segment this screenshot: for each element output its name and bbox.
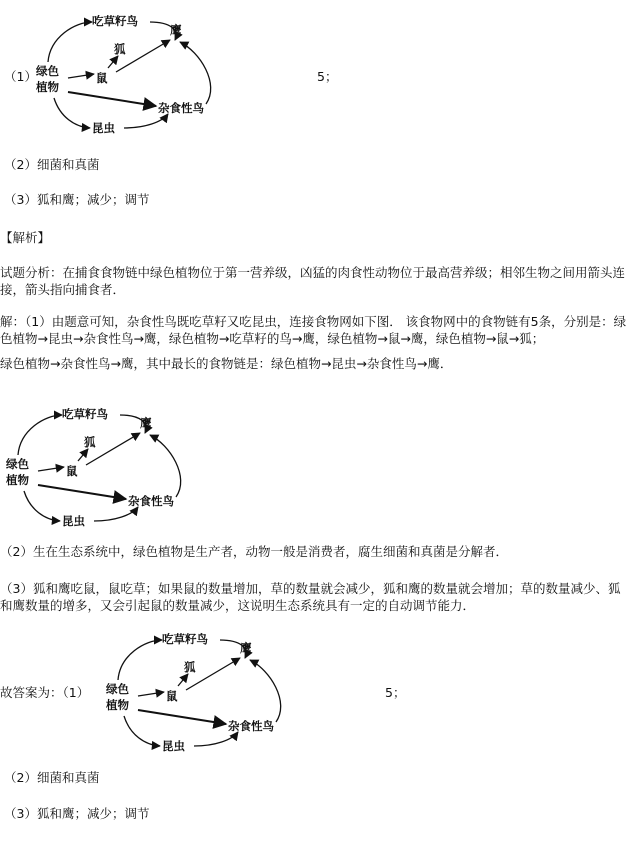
node-plants-line2: 植物: [36, 80, 59, 94]
node-omni-bird: 杂食性鸟: [158, 101, 204, 115]
node-plants-line2: 植物: [6, 473, 29, 487]
node-mouse: 鼠: [66, 464, 78, 478]
node-plants-line2: 植物: [106, 698, 129, 712]
solution-line1: 解：（1）由题意可知，杂食性鸟既吃草籽又吃昆虫，连接食物网如下图． 该食物网中的食物链有5条，分别是：绿色植物→昆虫→杂食性鸟→鹰，绿色植物→吃草籽的鸟→鹰，绿色植物→鼠→鹰，绿色植物→鼠→狐；: [0, 314, 627, 346]
node-hawk: 鹰: [170, 23, 182, 37]
node-plants-line1: 绿色: [6, 457, 29, 471]
node-fox: 狐: [114, 42, 126, 56]
food-web-diagram-final: [100, 630, 300, 760]
solution-line2: 绿色植物→杂食性鸟→鹰，其中最长的食物链是：绿色植物→昆虫→杂食性鸟→鹰．: [0, 356, 453, 371]
food-web-diagram-top: [30, 12, 230, 142]
analysis-text: 试题分析：在捕食食物链中绿色植物位于第一营养级，凶猛的肉食性动物位于最高营养级；相邻生物之间用箭头连接，箭头指向捕食者．: [0, 265, 626, 297]
node-herb-bird: 吃草籽鸟: [62, 407, 108, 421]
node-herb-bird: 吃草籽鸟: [92, 14, 138, 28]
final-answer-item1-tail: 5；: [385, 685, 406, 700]
final-answer-item3: （3）狐和鹰；减少；调节: [4, 806, 150, 821]
analysis-title: 【解析】: [0, 230, 51, 245]
node-fox: 狐: [84, 435, 96, 449]
node-hawk: 鹰: [140, 416, 152, 430]
node-mouse: 鼠: [166, 689, 178, 703]
answer-top-item3: （3）狐和鹰；减少；调节: [4, 192, 150, 207]
node-insect: 昆虫: [162, 739, 185, 753]
final-answer-item2: （2）细菌和真菌: [4, 770, 100, 785]
final-answer-lead: 故答案为：（1）: [0, 685, 90, 700]
node-herb-bird: 吃草籽鸟: [162, 632, 208, 646]
solution-part2: （2）生在生态系统中，绿色植物是生产者，动物一般是消费者，腐生细菌和真菌是分解者．: [0, 544, 508, 559]
node-fox: 狐: [184, 660, 196, 674]
node-plants-line1: 绿色: [106, 682, 129, 696]
node-insect: 昆虫: [62, 514, 85, 528]
node-omni-bird: 杂食性鸟: [128, 494, 174, 508]
answer-top-item2: （2）细菌和真菌: [4, 157, 100, 172]
node-omni-bird: 杂食性鸟: [228, 719, 274, 733]
node-plants-line1: 绿色: [36, 64, 59, 78]
node-insect: 昆虫: [92, 121, 115, 135]
node-mouse: 鼠: [96, 71, 108, 85]
answer-top-item1-number: （1）: [4, 69, 37, 84]
food-web-diagram-middle: [0, 405, 200, 535]
node-hawk: 鹰: [240, 641, 252, 655]
answer-top-item1-tail: 5；: [317, 69, 338, 84]
solution-part3: （3）狐和鹰吃鼠，鼠吃草；如果鼠的数量增加，草的数量就会减少，狐和鹰的数量就会增加；草的数量减少、狐和鹰数量的增多，又会引起鼠的数量减少，这说明生态系统具有一定的自动调节能力．: [0, 581, 621, 613]
